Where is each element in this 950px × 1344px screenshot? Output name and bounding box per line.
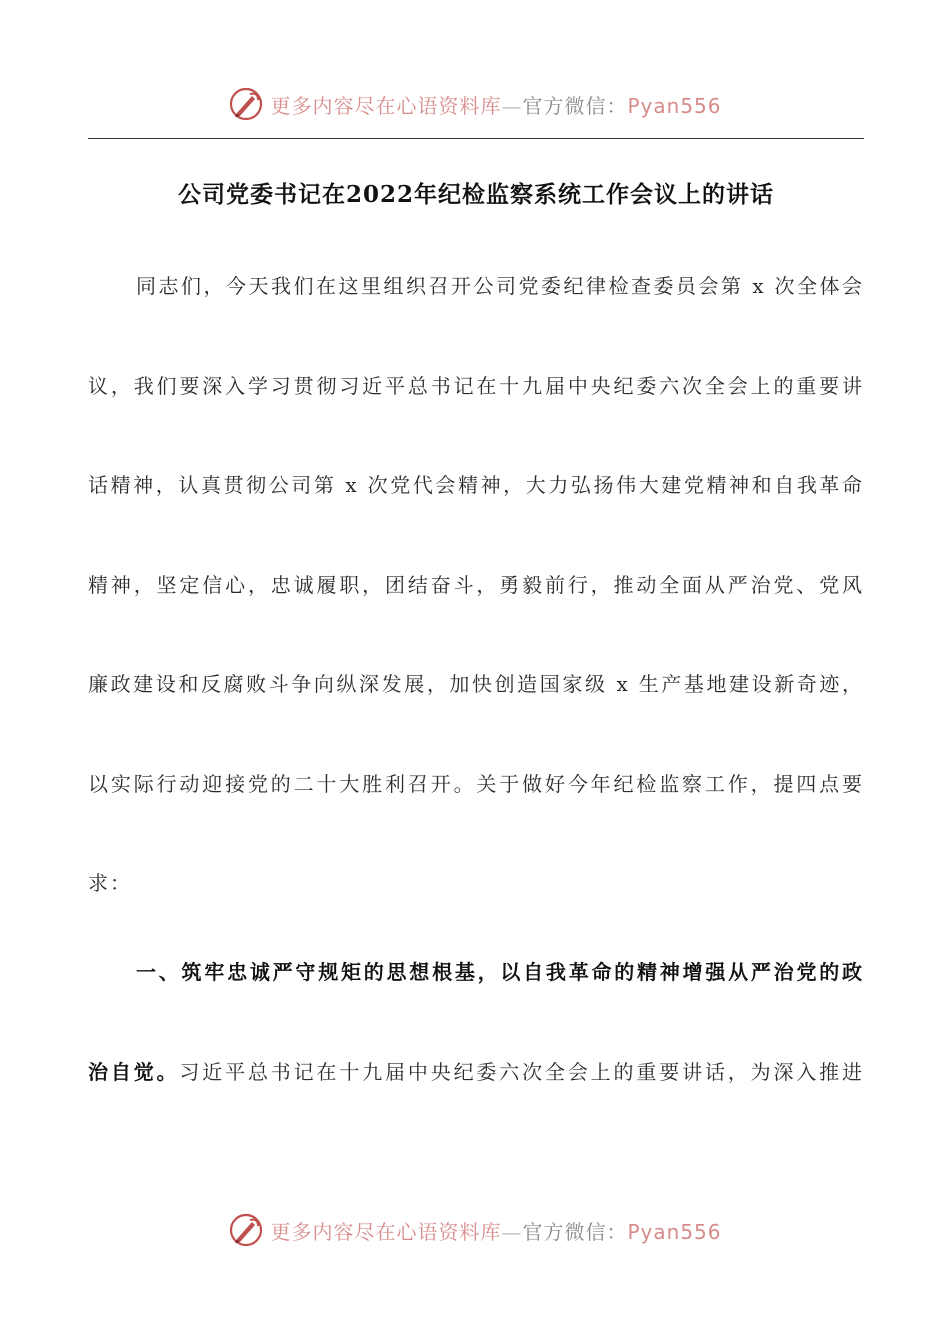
body-line-3: 话精神，认真贯彻公司第 x 次党代会精神，大力弘扬伟大建党精神和自我革命 [88,473,864,497]
page-footer [0,1208,950,1252]
pen-logo-icon [228,86,264,122]
page-header [0,82,950,126]
body-line-1: 同志们，今天我们在这里组织召开公司党委纪律检查委员会第 x 次全体会 [136,274,864,298]
section-1-body-text: 习近平总书记在十九届中央纪委六次全会上的重要讲话，为深入推进 [179,1060,865,1084]
body-line-5: 廉政建设和反腐败斗争向纵深发展，加快创造国家级 x 生产基地建设新奇迹， [88,672,864,696]
section-1-heading-tail: 治自觉。 [88,1060,180,1084]
pen-logo-icon [228,1212,264,1248]
body-line-4: 精神，坚定信心，忠诚履职，团结奋斗，勇毅前行，推动全面从严治党、党风 [88,573,864,597]
header-divider [88,138,864,139]
section-1-heading-text: 一、筑牢忠诚严守规矩的思想根基，以自我革命的精神增强从严治党的政 [136,960,864,984]
body-line-7: 求： [88,871,132,895]
footer-brand-text: 更多内容尽在心语资料库—官方微信：Pyan556 [270,1219,722,1244]
body-line-6: 以实际行动迎接党的二十大胜利召开。关于做好今年纪检监察工作，提四点要 [88,772,864,796]
body-line-2: 议，我们要深入学习贯彻习近平总书记在十九届中央纪委六次全会上的重要讲 [88,374,864,398]
section-1-line-2 [88,1058,864,1086]
header-brand-text: 更多内容尽在心语资料库—官方微信：Pyan556 [270,93,722,118]
section-1-heading [88,958,864,986]
document-title: 公司党委书记在2022年纪检监察系统工作会议上的讲话 [177,181,774,208]
